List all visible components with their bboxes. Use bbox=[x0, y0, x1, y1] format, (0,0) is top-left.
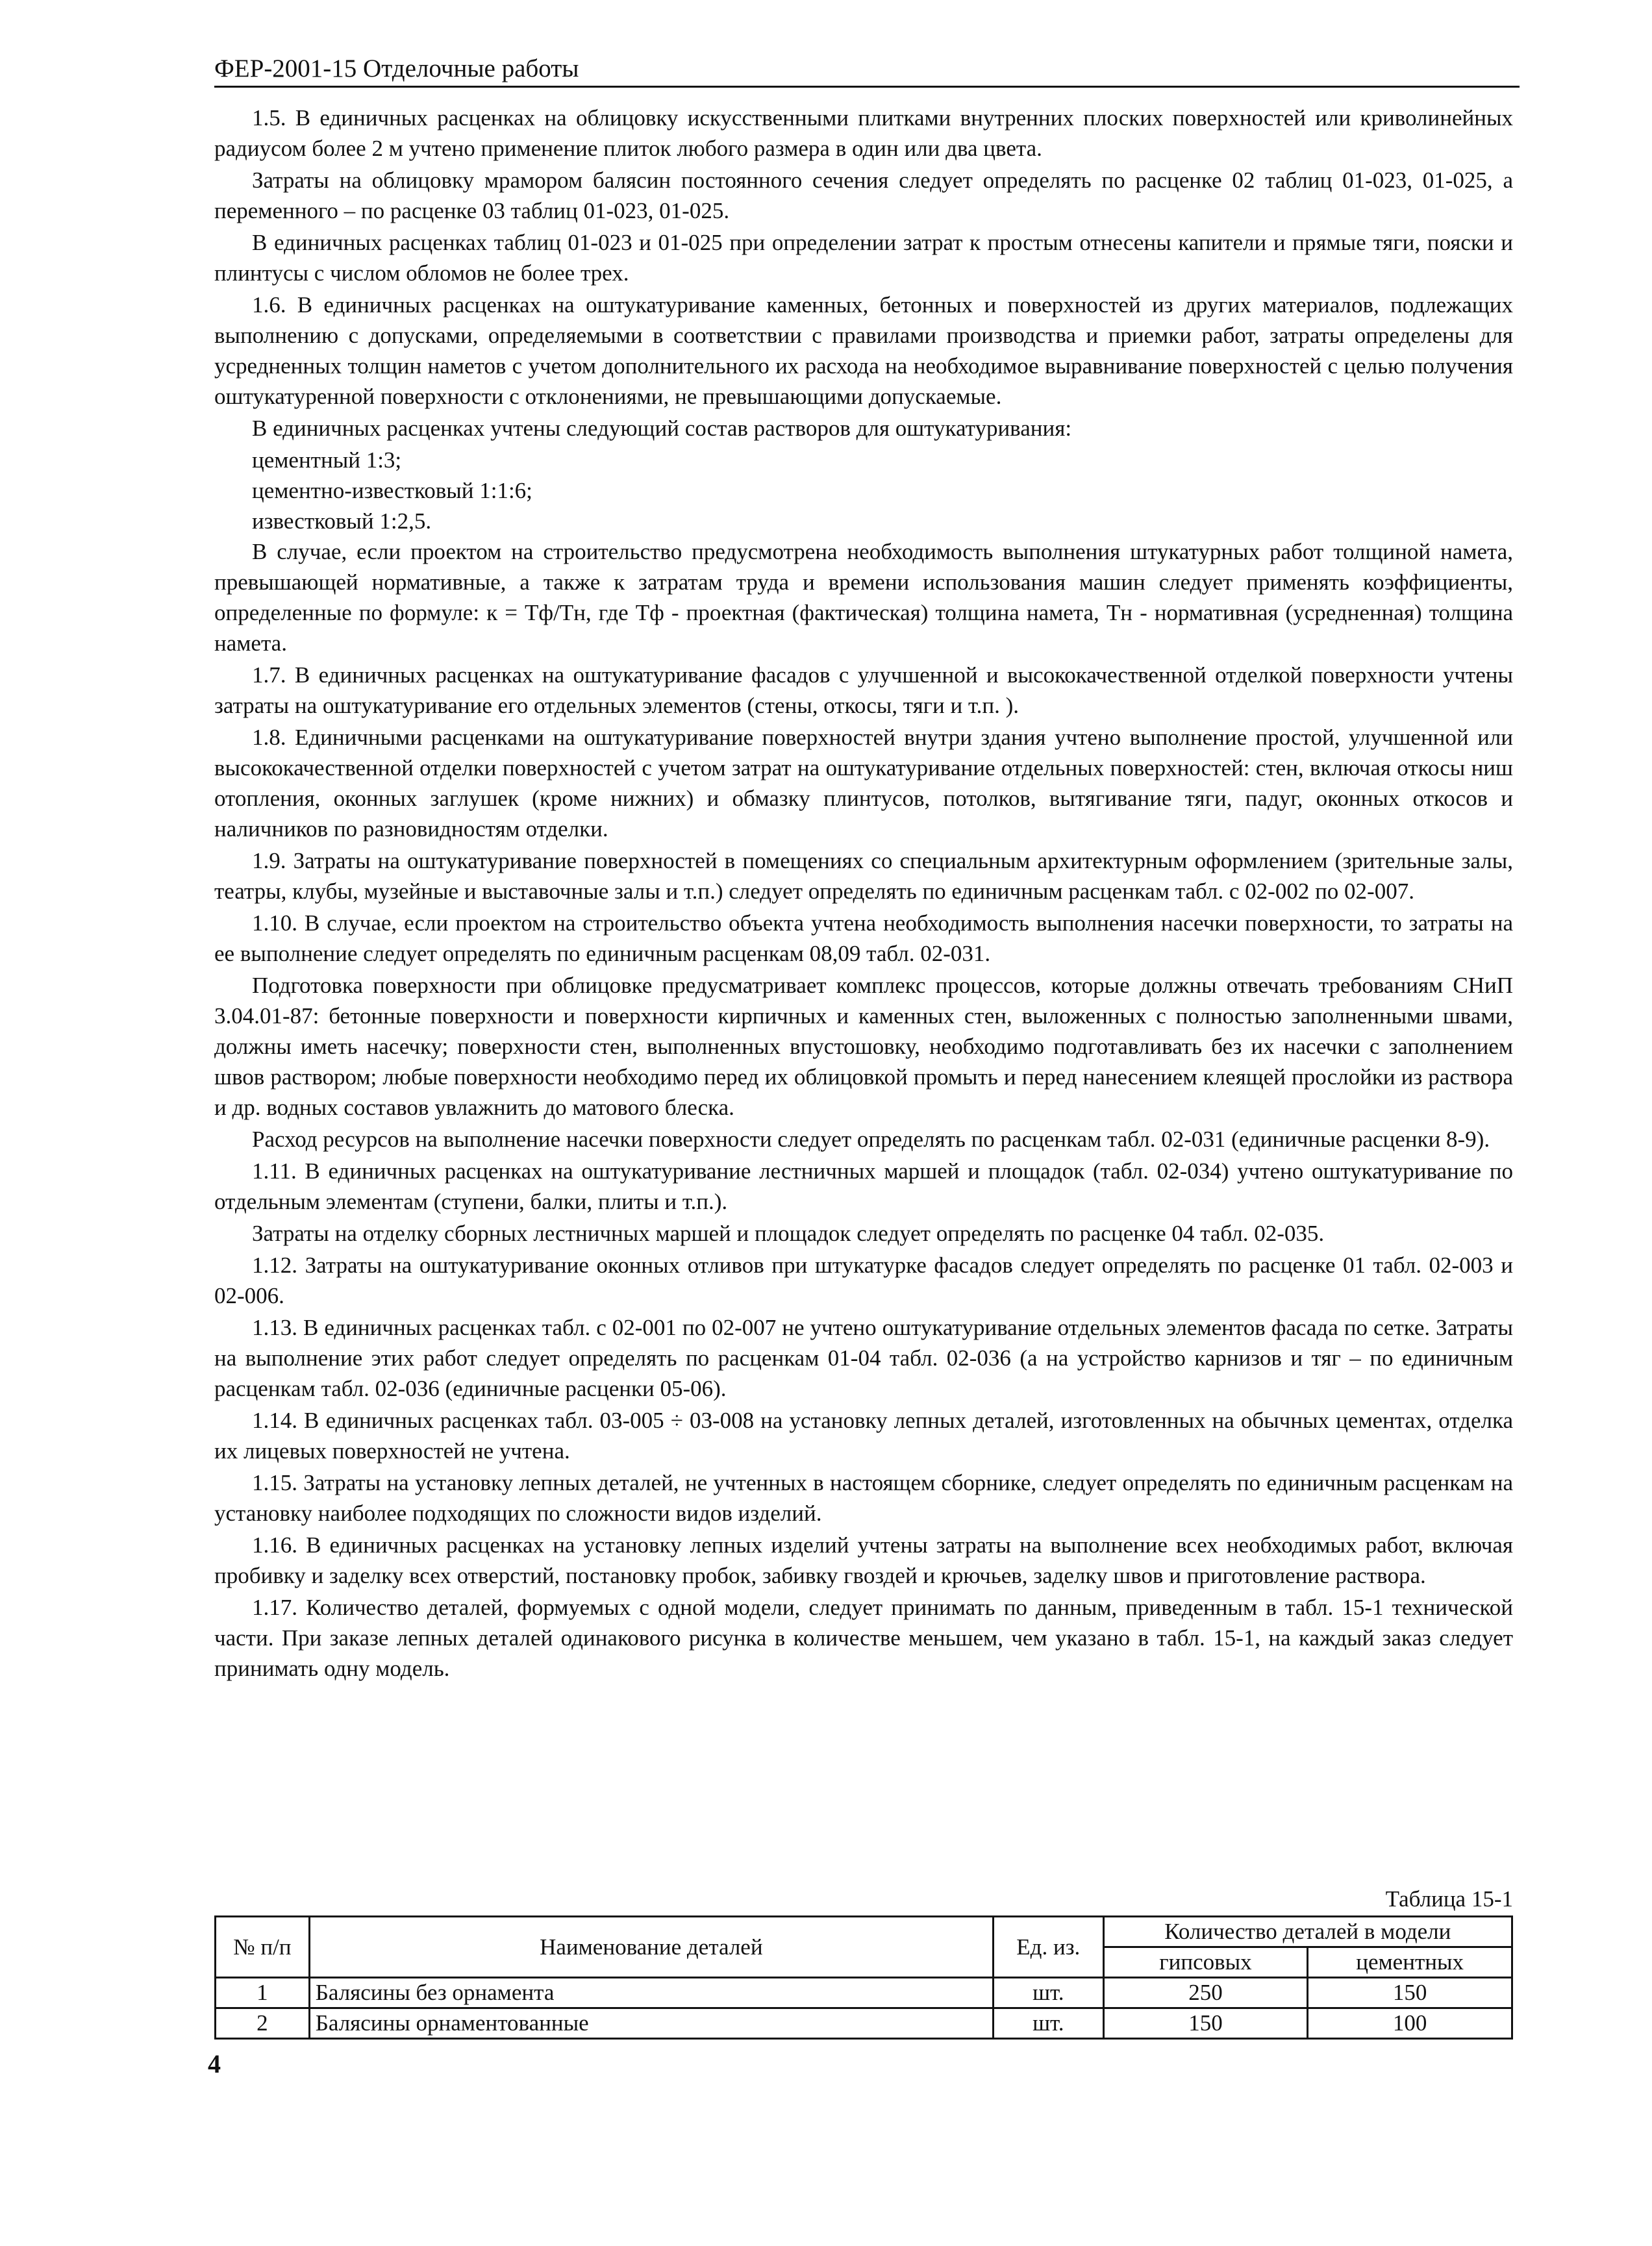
paragraph-1-5: 1.5. В единичных расценках на облицовку искусственными плитками внутренних плоских поверхностей или криволинейных радиусом более 2 м учтено применение плиток любого размера в один или два цвета. bbox=[214, 105, 1513, 161]
mortar-item: цементно-известковый 1:1:6; bbox=[252, 478, 532, 503]
page-header bbox=[214, 45, 1520, 88]
cell-name: Балясины орнаментованные bbox=[309, 2008, 993, 2039]
cell-cement: 100 bbox=[1308, 2008, 1512, 2039]
cell-unit: шт. bbox=[993, 1978, 1103, 2008]
cell-name: Балясины без орнамента bbox=[309, 1978, 993, 2008]
cell-num: 2 bbox=[216, 2008, 310, 2039]
paragraph-resources: Расход ресурсов на выполнение насечки поверхности следует определять по расценкам табл. 02-031 (единичные расценки 8-9). bbox=[252, 1127, 1490, 1152]
paragraph-1-11: 1.11. В единичных расценках на оштукатуривание лестничных маршей и площадок (табл. 02-034) учтено оштукатуривание по отдельным элементам (ступени, балки, плиты и т.п.). bbox=[214, 1158, 1513, 1214]
paragraph-1-14: 1.14. В единичных расценках табл. 03-005 ÷ 03-008 на установку лепных деталей, изготовленных на обычных цементах, отделка их лицевых поверхностей не учтена. bbox=[214, 1408, 1513, 1464]
paragraph-1-13: 1.13. В единичных расценках табл. с 02-001 по 02-007 не учтено оштукатуривание отдельных элементов фасада по сетке. Затраты на выполнение этих работ следует определять по расценкам 01-04 табл. 02-036 (а на устройство карнизов и тяг – по единичным расценкам табл. 02-036 (единичные расценки 05-06). bbox=[214, 1315, 1513, 1401]
paragraph-1-16: 1.16. В единичных расценках на установку лепных изделий учтены затраты на выполнение всех необходимых работ, включая пробивку и заделку всех отверстий, постановку пробок, забивку гвоздей и крючьев, заделку швов и приготовление раствора. bbox=[214, 1532, 1513, 1588]
paragraph-1-17: 1.17. Количество деталей, формуемых с одной модели, следует принимать по данным, приведенным в табл. 15-1 технической части. При заказе лепных деталей одинакового рисунка в количестве меньшем, чем указано в табл. 15-1, на каждый заказ следует принимать одну модель. bbox=[214, 1595, 1513, 1681]
cell-gypsum: 250 bbox=[1103, 1978, 1308, 2008]
paragraph-1-9: 1.9. Затраты на оштукатуривание поверхностей в помещениях со специальным архитектурным оформлением (зрительные залы, театры, клубы, музейные и выставочные залы и т.п.) следует определять по единичным расценкам табл. с 02-002 по 02-007. bbox=[214, 848, 1513, 904]
table-row bbox=[216, 1978, 1512, 2008]
column-header-cement: цементных bbox=[1308, 1947, 1512, 1978]
paragraph-capitals: В единичных расценках таблиц 01-023 и 01-025 при определении затрат к простым отнесены капители и прямые тяги, пояски и плинтусы с числом обломов не более трех. bbox=[214, 230, 1513, 286]
paragraph-coefficient: В случае, если проектом на строительство предусмотрена необходимость выполнения штукатурных работ толщиной намета, превышающей нормативные, а также к затратам труда и времени использования машин следует применять коэффициенты, определенные по формуле: к = Тф/Тн, где Тф - проектная (фактическая) толщина намета, Тн - нормативная (усредненная) толщина намета. bbox=[214, 539, 1513, 656]
paragraph-surface-prep: Подготовка поверхности при облицовке предусматривает комплекс процессов, которые должны отвечать требованиям СНиП 3.04.01-87: бетонные поверхности и поверхности кирпичных и каменных стен, выложенных с полностью заполненными швами, должны иметь насечку; поверхности стен, выполненных впустошовку, необходимо подготавливать без их насечки с заполнением швов раствором; любые поверхности необходимо перед их облицовкой промыть и перед нанесением клеящей прослойки из раствора и др. водных составов увлажнить до матового блеска. bbox=[214, 973, 1513, 1120]
paragraph-1-12: 1.12. Затраты на оштукатуривание оконных отливов при штукатурке фасадов следует определять по расценке 01 табл. 02-003 и 02-006. bbox=[214, 1253, 1513, 1308]
paragraph-stair-finish: Затраты на отделку сборных лестничных маршей и площадок следует определять по расценке 04 табл. 02-035. bbox=[252, 1221, 1325, 1246]
table-caption: Таблица 15-1 bbox=[1385, 1886, 1513, 1912]
paragraph-mortars-intro: В единичных расценках учтены следующий состав растворов для оштукатуривания: bbox=[252, 416, 1072, 441]
cell-num: 1 bbox=[216, 1978, 310, 2008]
cell-gypsum: 150 bbox=[1103, 2008, 1308, 2039]
header-title: ФЕР-2001-15 Отделочные работы bbox=[214, 55, 579, 82]
document-body bbox=[214, 103, 1513, 1685]
page-number: 4 bbox=[208, 2049, 221, 2078]
paragraph-1-15: 1.15. Затраты на установку лепных деталей, не учтенных в настоящем сборнике, следует определять по единичным расценкам на установку наиболее подходящих по сложности видов изделий. bbox=[214, 1470, 1513, 1526]
cell-cement: 150 bbox=[1308, 1978, 1512, 2008]
mortar-item: известковый 1:2,5. bbox=[252, 508, 432, 534]
mortar-item: цементный 1:3; bbox=[252, 447, 402, 473]
paragraph-marble-balusters: Затраты на облицовку мрамором балясин постоянного сечения следует определять по расценке 02 таблиц 01-023, 01-025, а переменного – по расценке 03 таблиц 01-023, 01-025. bbox=[214, 168, 1513, 223]
details-table bbox=[214, 1915, 1513, 2040]
column-header-num: № п/п bbox=[216, 1917, 310, 1978]
paragraph-1-6: 1.6. В единичных расценках на оштукатуривание каменных, бетонных и поверхностей из других материалов, подлежащих выполнению с допусками, определяемыми в соответствии с правилами производства и приемки работ, затраты определены для усредненных толщин наметов с учетом дополнительного их расхода на необходимое выравнивание поверхностей с целью получения оштукатуренной поверхности с отклонениями, не превышающими допускаемые. bbox=[214, 292, 1513, 409]
column-header-name: Наименование деталей bbox=[309, 1917, 993, 1978]
column-header-gypsum: гипсовых bbox=[1103, 1947, 1308, 1978]
paragraph-1-10: 1.10. В случае, если проектом на строительство объекта учтена необходимость выполнения насечки поверхности, то затраты на ее выполнение следует определять по единичным расценкам 08,09 табл. 02-031. bbox=[214, 910, 1513, 966]
cell-unit: шт. bbox=[993, 2008, 1103, 2039]
table-header-row bbox=[216, 1917, 1512, 1947]
column-header-unit: Ед. из. bbox=[993, 1917, 1103, 1978]
paragraph-1-7: 1.7. В единичных расценках на оштукатуривание фасадов с улучшенной и высококачественной отделкой поверхности учтены затраты на оштукатуривание его отдельных элементов (стены, откосы, тяги и т.п. ). bbox=[214, 662, 1513, 718]
column-header-qty: Количество деталей в модели bbox=[1103, 1917, 1512, 1947]
table-row bbox=[216, 2008, 1512, 2039]
paragraph-1-8: 1.8. Единичными расценками на оштукатуривание поверхностей внутри здания учтено выполнение простой, улучшенной или высококачественной отделки поверхностей с учетом затрат на оштукатуривание отдельных поверхностей: стен, включая откосы ниш отопления, оконных заглушек (кроме нижних) и обмазку плинтусов, потолков, вытягивание тяги, падуг, оконных откосов и наличников по разновидностям отделки. bbox=[214, 725, 1513, 842]
